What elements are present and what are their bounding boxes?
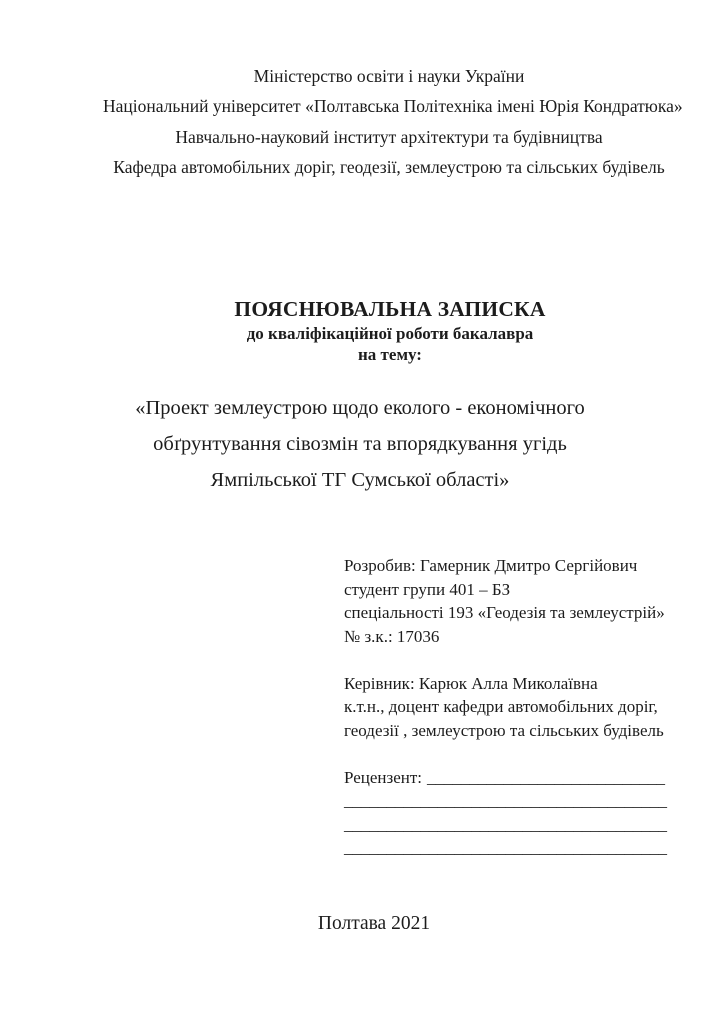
- developer-line: Розробив: Гамерник Дмитро Сергійович: [344, 556, 638, 575]
- topic-line: «Проект землеустрою щодо еколого - економічного: [135, 397, 585, 419]
- theme-label: на тему:: [358, 345, 422, 364]
- document-title: ПОЯСНЮВАЛЬНА ЗАПИСКА: [234, 297, 546, 321]
- document-title-block: [103, 296, 677, 365]
- thesis-topic: [30, 390, 690, 498]
- supervisor-line: геодезії , землеустрою та сільських будівель: [344, 720, 664, 740]
- reviewer-block: [344, 766, 690, 860]
- ministry-line: Міністерство освіти і науки України: [253, 66, 525, 86]
- signature-blank-line: ______________________________________: [344, 791, 667, 810]
- block-gap: [344, 742, 690, 766]
- reviewer-signature-blank: ____________________________: [427, 767, 666, 787]
- supervisor-block: [344, 672, 690, 743]
- developer-line: спеціальності 193 «Геодезія та землеустрій»: [344, 603, 665, 622]
- institute-line: Навчально-науковий інститут архітектури та будівництва: [175, 126, 603, 147]
- signature-blank-line: ______________________________________: [344, 814, 667, 834]
- university-line: Національний університет «Полтавська Політехніка імені Юрія Кондратюка»: [103, 96, 683, 117]
- developer-line: студент групи 401 – БЗ: [344, 579, 511, 599]
- city-year-footer: Полтава 2021: [317, 913, 431, 934]
- document-subtitle: до кваліфікаційної роботи бакалавра: [246, 324, 534, 343]
- topic-line: Ямпільської ТГ Сумської області»: [210, 469, 510, 491]
- topic-line: обґрунтування сівозмін та впорядкування угідь: [153, 433, 567, 455]
- institution-header: [103, 61, 683, 183]
- developer-line: № з.к.: 17036: [344, 626, 440, 646]
- developer-block: [344, 554, 690, 648]
- reviewer-line: [344, 766, 690, 790]
- supervisor-line: к.т.н., доцент кафедри автомобільних доріг,: [344, 697, 658, 716]
- department-line: Кафедра автомобільних доріг, геодезії, землеустрою та сільських будівель: [113, 157, 665, 178]
- reviewer-label: Рецензент:: [344, 767, 423, 787]
- supervisor-line: Керівник: Карюк Алла Миколаївна: [344, 673, 598, 693]
- credits-column: [344, 554, 690, 860]
- block-gap: [344, 648, 690, 672]
- signature-blank-line: ______________________________________: [344, 838, 667, 857]
